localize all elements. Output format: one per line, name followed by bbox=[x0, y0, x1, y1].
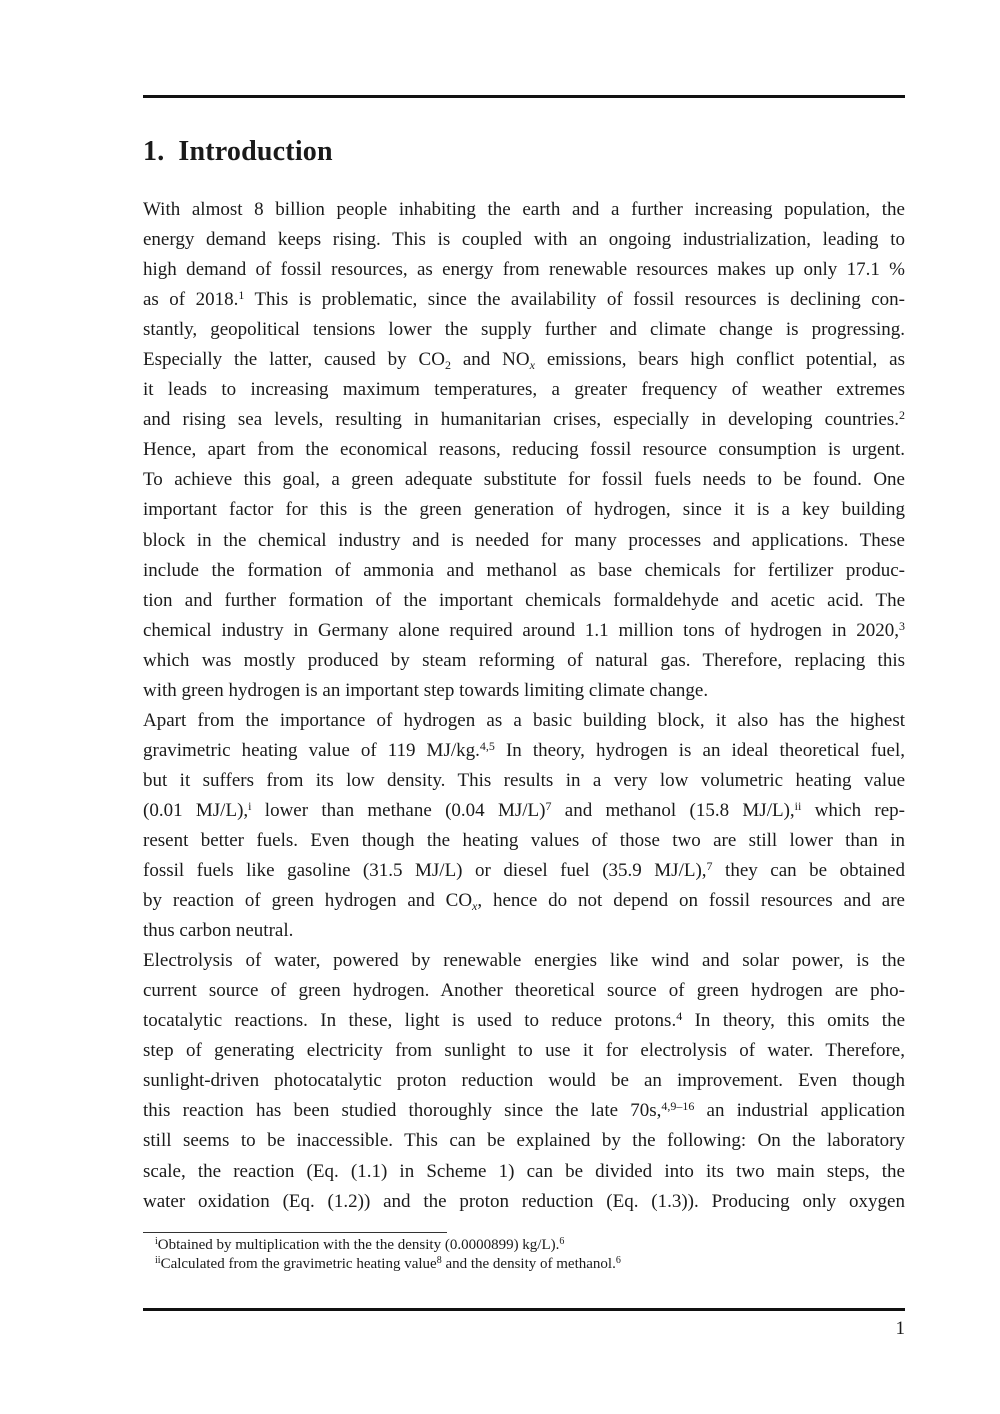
text-run: This is problematic, since the availability of fossil resources is declining con- bbox=[244, 289, 906, 311]
footnotes bbox=[155, 1236, 621, 1274]
text-run: current source of green hydrogen. Another theoretical source of green hydrogen are pho- bbox=[143, 980, 905, 1002]
text-run: high demand of fossil resources, as energy from renewable resources makes up only 17.1 % bbox=[143, 259, 905, 281]
text-run: include the formation of ammonia and methanol as base chemicals for fertilizer produc- bbox=[143, 559, 905, 581]
text-line bbox=[143, 916, 905, 946]
text-line bbox=[143, 826, 905, 856]
footnote-text: Obtained by multiplication with the the density (0.0000899) kg/L). bbox=[157, 1237, 560, 1253]
text-run: but it suffers from its low density. This results in a very low volumetric heating value bbox=[143, 769, 905, 791]
superscript: 7 bbox=[545, 798, 552, 813]
text-line bbox=[143, 616, 905, 646]
text-line bbox=[143, 556, 905, 586]
footnote-text: Calculated from the gravimetric heating value bbox=[160, 1256, 437, 1272]
paragraph bbox=[143, 706, 905, 946]
text-run: still seems to be inaccessible. This can be explained by the following: On the laboratory bbox=[143, 1130, 905, 1152]
text-run: this reaction has been studied thoroughly since the late 70s, bbox=[143, 1100, 662, 1122]
text-run: as of 2018. bbox=[143, 289, 239, 311]
text-run: and NO bbox=[450, 349, 530, 371]
text-run: fossil fuels like gasoline (31.5 MJ/L) or diesel fuel (35.9 MJ/L), bbox=[143, 860, 707, 882]
citation-ref: 8 bbox=[436, 1255, 442, 1266]
footnote-mark: ii bbox=[155, 1255, 161, 1266]
footnote-rule bbox=[143, 1232, 447, 1233]
text-run: energy demand keeps rising. This is coupled with an ongoing industrialization, leading to bbox=[143, 229, 905, 251]
paragraph bbox=[143, 946, 905, 1216]
text-run: chemical industry in Germany alone required around 1.1 million tons of hydrogen in 2020, bbox=[143, 619, 899, 641]
text-line bbox=[143, 315, 905, 345]
text-run: , hence do not depend on fossil resources and are bbox=[477, 890, 905, 912]
text-run: and rising sea levels, resulting in humanitarian crises, especially in developing countries. bbox=[143, 409, 899, 431]
superscript: i bbox=[248, 798, 252, 813]
section-number: 1. bbox=[143, 136, 165, 167]
text-line bbox=[143, 225, 905, 255]
text-line bbox=[143, 706, 905, 736]
footnote-text: and the density of methanol. bbox=[441, 1256, 616, 1272]
text-run: step of generating electricity from sunlight to use it for electrolysis of water. Therefore, bbox=[143, 1040, 905, 1062]
text-run: In theory, hydrogen is an ideal theoretical fuel, bbox=[494, 739, 906, 761]
text-run: water oxidation (Eq. (1.2)) and the proton reduction (Eq. (1.3)). Producing only oxygen bbox=[143, 1190, 905, 1212]
page-number: 1 bbox=[895, 1318, 905, 1339]
text-line bbox=[143, 766, 905, 796]
text-run: tion and further formation of the important chemicals formaldehyde and acetic acid. The bbox=[143, 589, 905, 611]
text-line bbox=[143, 1126, 905, 1156]
text-line bbox=[143, 676, 905, 706]
text-line bbox=[143, 736, 905, 766]
text-line bbox=[143, 1157, 905, 1187]
superscript: 7 bbox=[706, 859, 713, 874]
text-run: block in the chemical industry and is needed for many processes and applications. These bbox=[143, 529, 905, 551]
text-run: Apart from the importance of hydrogen as a basic building block, it also has the highest bbox=[143, 709, 905, 731]
text-line bbox=[143, 465, 905, 495]
footnote-i bbox=[155, 1236, 621, 1255]
text-run: resent better fuels. Even though the heating values of those two are still lower than in bbox=[143, 829, 905, 851]
superscript: ii bbox=[794, 798, 802, 813]
text-line bbox=[143, 345, 905, 375]
text-line bbox=[143, 526, 905, 556]
citation-ref: 6 bbox=[559, 1236, 565, 1247]
text-run: stantly, geopolitical tensions lower the supply further and climate change is progressing. bbox=[143, 319, 905, 341]
superscript: 4,9–16 bbox=[661, 1099, 695, 1114]
text-line bbox=[143, 435, 905, 465]
body-text bbox=[143, 195, 905, 1217]
text-line bbox=[143, 976, 905, 1006]
subscript: x bbox=[529, 357, 535, 372]
text-run: they can be obtained bbox=[712, 860, 905, 882]
text-run: scale, the reaction (Eq. (1.1) in Scheme 1) can be divided into its two main steps, the bbox=[143, 1160, 905, 1182]
text-line bbox=[143, 1187, 905, 1217]
text-run: sunlight-driven photocatalytic proton reduction would be an improvement. Even though bbox=[143, 1070, 905, 1092]
text-run: with green hydrogen is an important step towards limiting climate change. bbox=[143, 679, 709, 701]
header-rule bbox=[143, 95, 905, 98]
text-run: and methanol (15.8 MJ/L), bbox=[551, 799, 795, 821]
superscript: 4 bbox=[676, 1009, 683, 1024]
text-run: To achieve this goal, a green adequate substitute for fossil fuels needs to be found. One bbox=[143, 469, 905, 491]
text-run: by reaction of green hydrogen and CO bbox=[143, 890, 473, 912]
superscript: 4,5 bbox=[479, 738, 495, 753]
text-line bbox=[143, 405, 905, 435]
section-title: Introduction bbox=[178, 136, 333, 167]
text-run: which rep- bbox=[801, 799, 905, 821]
text-line bbox=[143, 255, 905, 285]
superscript: 3 bbox=[899, 618, 905, 633]
text-run: tocatalytic reactions. In these, light is used to reduce protons. bbox=[143, 1010, 677, 1032]
text-run: Especially the latter, caused by CO bbox=[143, 349, 445, 371]
text-line bbox=[143, 1006, 905, 1036]
footnote-ii bbox=[155, 1255, 621, 1274]
text-line bbox=[143, 646, 905, 676]
superscript: 1 bbox=[238, 288, 245, 303]
text-run: In theory, this omits the bbox=[682, 1010, 905, 1032]
text-line bbox=[143, 886, 905, 916]
text-run: it leads to increasing maximum temperatures, a greater frequency of weather extremes bbox=[143, 379, 905, 401]
text-run: important factor for this is the green generation of hydrogen, since it is a key building bbox=[143, 499, 905, 521]
text-run: which was mostly produced by steam reforming of natural gas. Therefore, replacing this bbox=[143, 649, 905, 671]
text-line bbox=[143, 1066, 905, 1096]
text-run: Hence, apart from the economical reasons, reducing fossil resource consumption is urgent. bbox=[143, 439, 905, 461]
citation-ref: 6 bbox=[615, 1255, 621, 1266]
text-line bbox=[143, 1036, 905, 1066]
text-line bbox=[143, 195, 905, 225]
text-run: (0.01 MJ/L), bbox=[143, 799, 249, 821]
text-line bbox=[143, 1096, 905, 1126]
subscript: 2 bbox=[444, 357, 451, 372]
footnote-mark: i bbox=[155, 1236, 158, 1247]
paragraph bbox=[143, 195, 905, 706]
text-run: lower than methane (0.04 MJ/L) bbox=[251, 799, 546, 821]
superscript: 2 bbox=[899, 408, 905, 423]
text-run: With almost 8 billion people inhabiting the earth and a further increasing population, the bbox=[143, 199, 905, 220]
text-run: emissions, bears high conflict potential, as bbox=[534, 349, 905, 371]
text-line bbox=[143, 285, 905, 315]
text-run: thus carbon neutral. bbox=[143, 920, 294, 942]
text-run: gravimetric heating value of 119 MJ/kg. bbox=[143, 739, 480, 761]
text-line bbox=[143, 375, 905, 405]
text-run: Electrolysis of water, powered by renewable energies like wind and solar power, is the bbox=[143, 950, 905, 972]
text-line bbox=[143, 856, 905, 886]
text-line bbox=[143, 946, 905, 976]
text-line bbox=[143, 495, 905, 525]
footer-rule bbox=[143, 1308, 905, 1311]
text-line bbox=[143, 796, 905, 826]
text-run: an industrial application bbox=[694, 1100, 905, 1122]
text-line bbox=[143, 586, 905, 616]
subscript: x bbox=[472, 898, 478, 913]
section-heading bbox=[143, 136, 333, 168]
